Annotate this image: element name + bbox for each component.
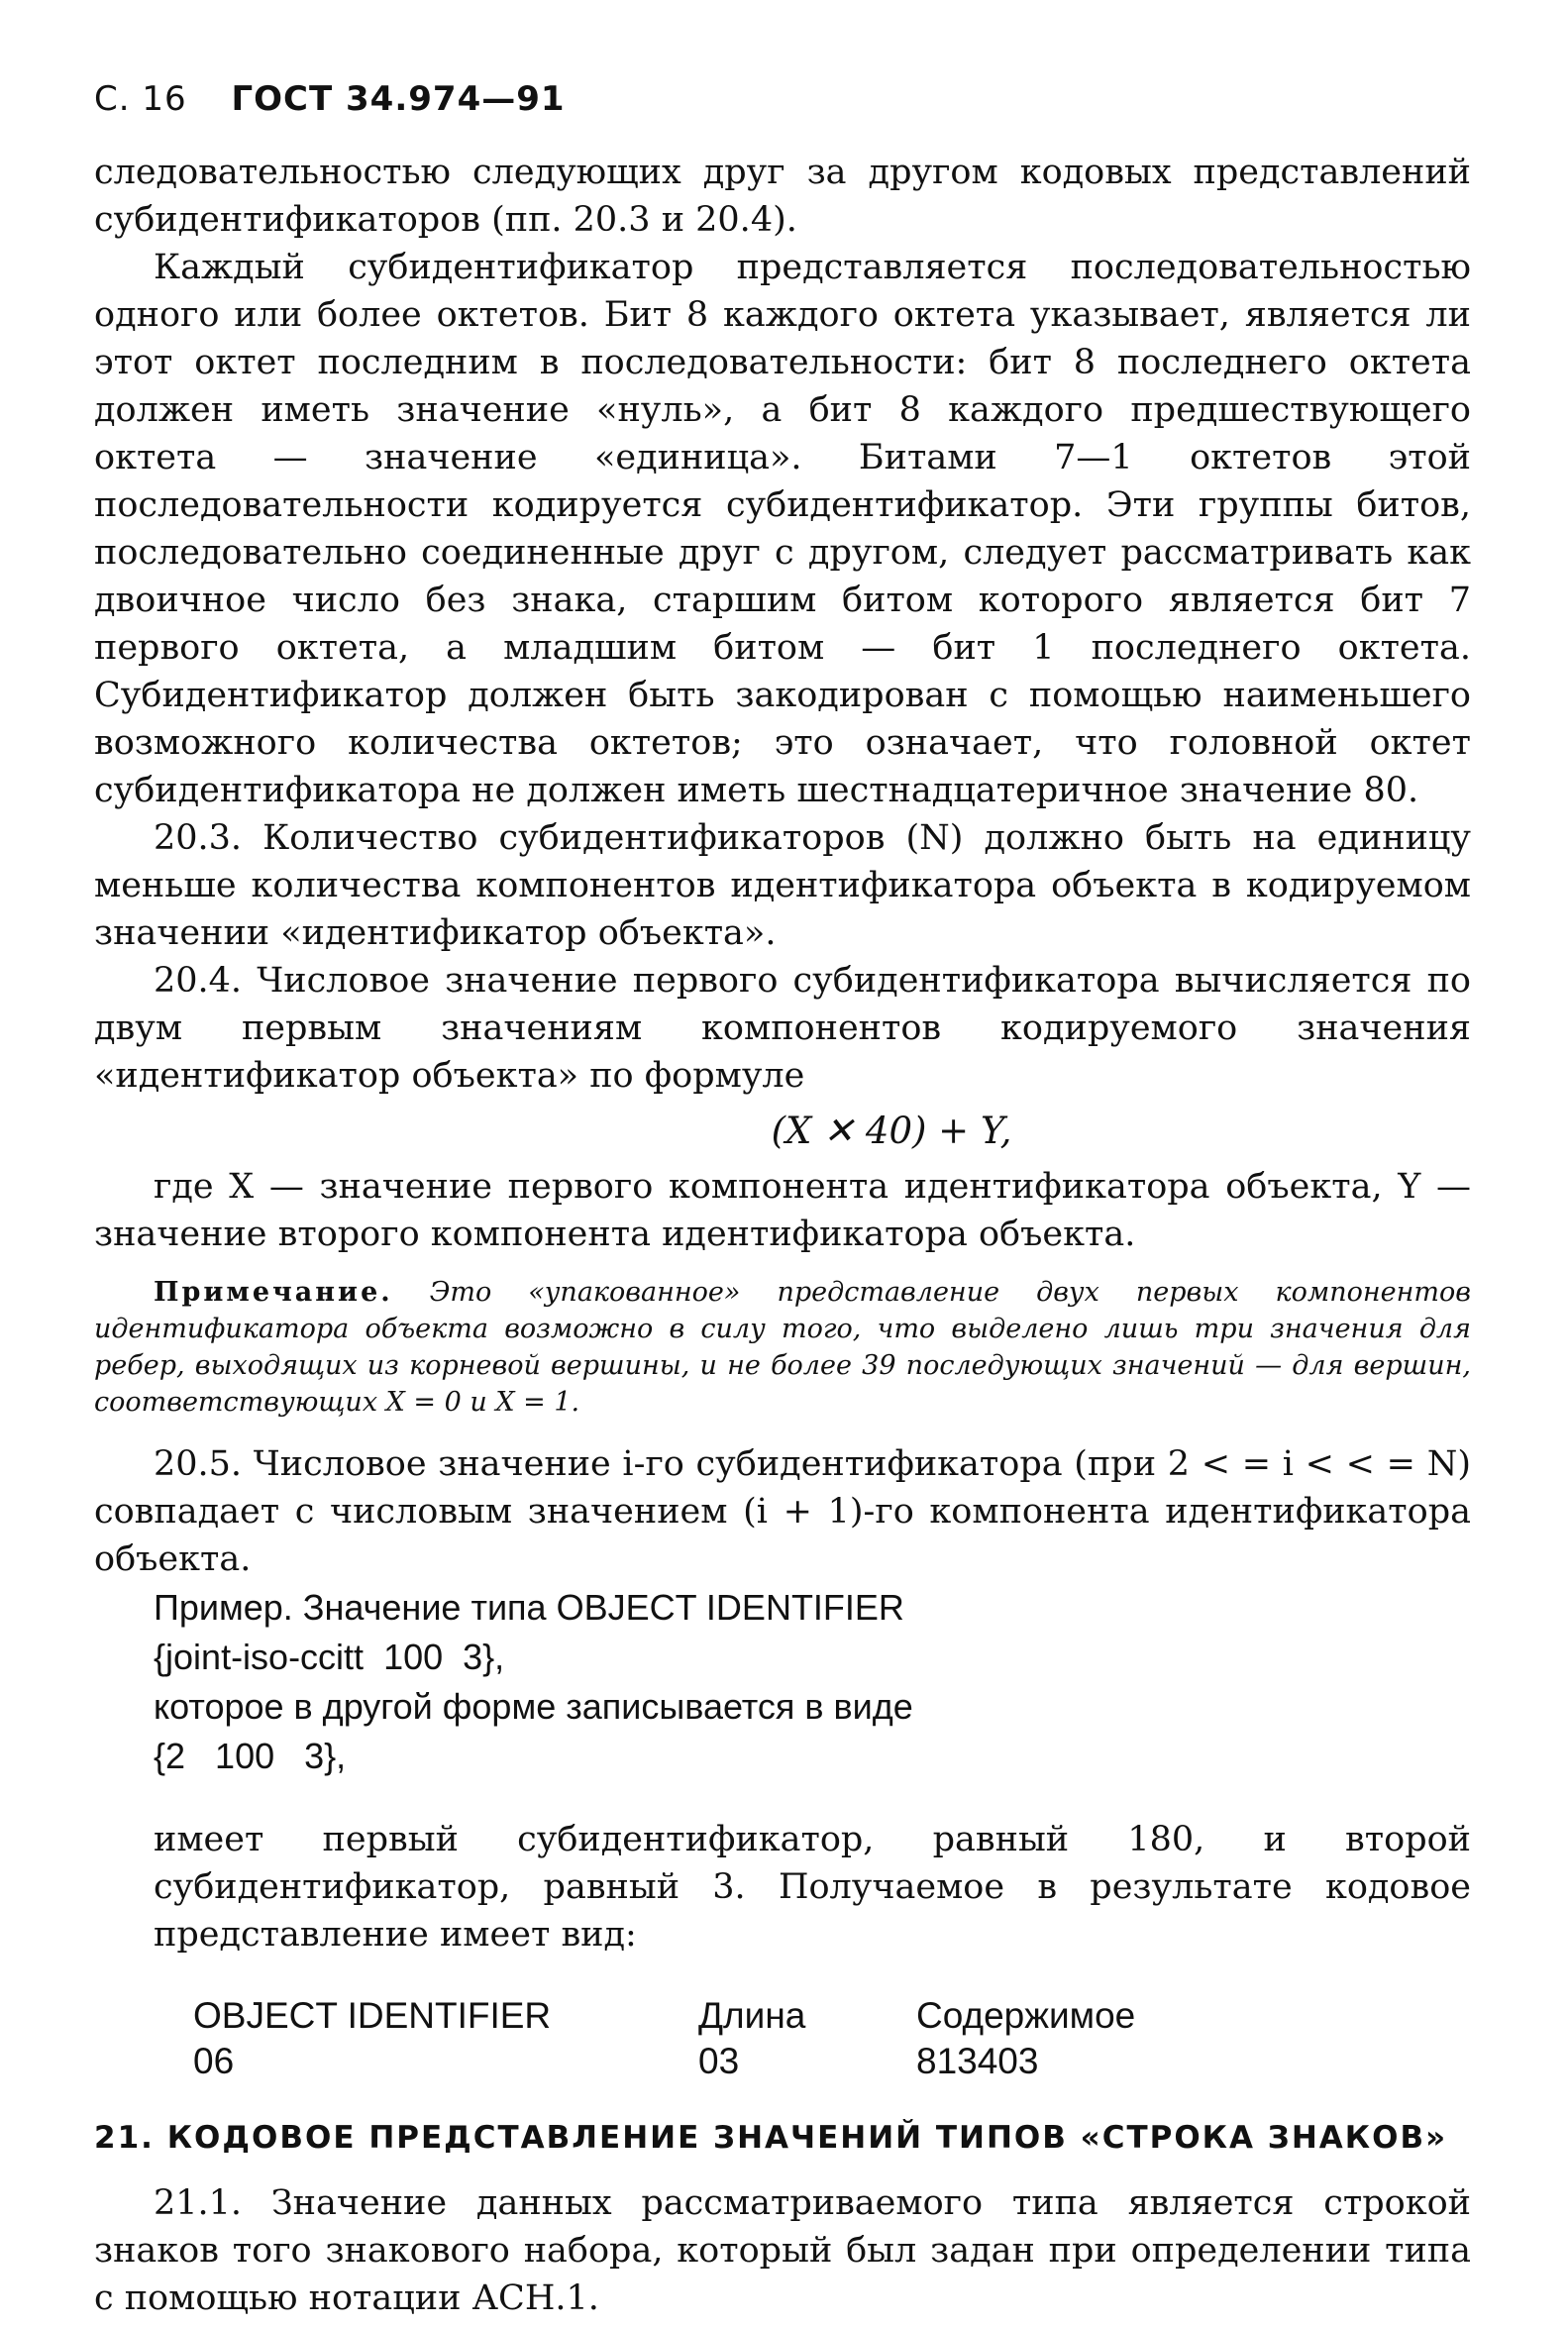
paragraph-subidentifier-encoding: Каждый субидентификатор представляется последовательностью одного или более октетов. Бит 8 каждого октета указывает, является ли этот октет последним в последовательности: бит 8 последнего октета должен иметь значение «нуль», а бит 8 каждого предшествующего октета — значение «единица». Битами 7—1 октетов этой последовательности кодируется субидентификатор. Эти группы битов, последовательно соединенные друг с другом, следует рассматривать как двоичное число без знака, старшим битом которого является бит 7 первого октета, а младшим битом — бит 1 последнего октета. Субидентификатор должен быть закодирован с помощью наименьшего возможного количества октетов; это означает, что головной октет субидентификатора не должен иметь шестнадцатеричное значение 80. bbox=[94, 248, 1471, 810]
example-line-3: которое в другой форме записывается в виде bbox=[154, 1686, 913, 1727]
example-line-2: {joint-iso-ccitt 100 3}, bbox=[154, 1637, 505, 1677]
example-line-4: {2 100 3}, bbox=[154, 1736, 347, 1776]
encoding-value-type: 06 bbox=[193, 2041, 235, 2081]
encoding-header-length: Длина bbox=[698, 1995, 806, 2036]
encoding-table-value-row bbox=[193, 2039, 1165, 2084]
paragraph-continuation: следовательностью следующих друг за другом кодовых представлений субидентификаторов (пп. 20.3 и 20.4). bbox=[94, 153, 1471, 240]
clause-21-1: 21.1. Значение данных рассматриваемого типа является строкой знаков того знакового набора, который был задан при определении типа с помощью нотации АСН.1. bbox=[94, 2183, 1471, 2318]
document-page bbox=[94, 79, 1471, 2318]
note-text: Это «упакованное» представление двух первых компонентов идентификатора объекта возможно в силу того, что выделено лишь три значения для ребер, выходящих из корневой вершины, и не более 39 последующих значений — для вершин, соответствующих X = 0 и X = 1. bbox=[94, 1277, 1471, 1418]
clause-20-5: 20.5. Числовое значение i-го субидентификатора (при 2 < = i < < = N) совпадает с числовым значением (i + 1)-го компонента идентификатора объекта. bbox=[94, 1444, 1471, 1579]
page-number: С. 16 bbox=[94, 79, 187, 119]
page-header bbox=[94, 79, 1471, 149]
encoding-table-header-row bbox=[193, 1993, 1165, 2039]
section-21-title: 21. КОДОВОЕ ПРЕДСТАВЛЕНИЕ ЗНАЧЕНИЙ ТИПОВ «СТРОКА ЗНАКОВ» bbox=[94, 2120, 1448, 2156]
formula-explanation: где X — значение первого компонента идентификатора объекта, Y — значение второго компонента идентификатора объекта. bbox=[94, 1167, 1471, 1254]
encoding-header-type: OBJECT IDENTIFIER bbox=[193, 1995, 552, 2036]
example-continuation: имеет первый субидентификатор, равный 180, и второй субидентификатор, равный 3. Получаемое в результате кодовое представление имеет вид: bbox=[154, 1820, 1471, 1955]
encoding-header-content: Содержимое bbox=[916, 1995, 1136, 2036]
standard-code: ГОСТ 34.974—91 bbox=[231, 79, 566, 119]
example-block bbox=[94, 1583, 1471, 1781]
formula: (X ✕ 40) + Y, bbox=[771, 1110, 1012, 1152]
example-line-1: Пример. Значение типа OBJECT IDENTIFIER bbox=[154, 1587, 904, 1628]
note bbox=[94, 1274, 1471, 1421]
encoding-value-content: 813403 bbox=[916, 2041, 1039, 2081]
encoding-table bbox=[193, 1993, 1165, 2084]
encoding-value-length: 03 bbox=[698, 2041, 740, 2081]
clause-20-3: 20.3. Количество субидентификаторов (N) должно быть на единицу меньше количества компонентов идентификатора объекта в кодируемом значении «идентификатор объекта». bbox=[94, 818, 1471, 953]
clause-20-4: 20.4. Числовое значение первого субидентификатора вычисляется по двум первым значениям компонентов кодируемого значения «идентификатор объекта» по формуле bbox=[94, 961, 1471, 1096]
note-label: Примечание. bbox=[154, 1277, 393, 1308]
